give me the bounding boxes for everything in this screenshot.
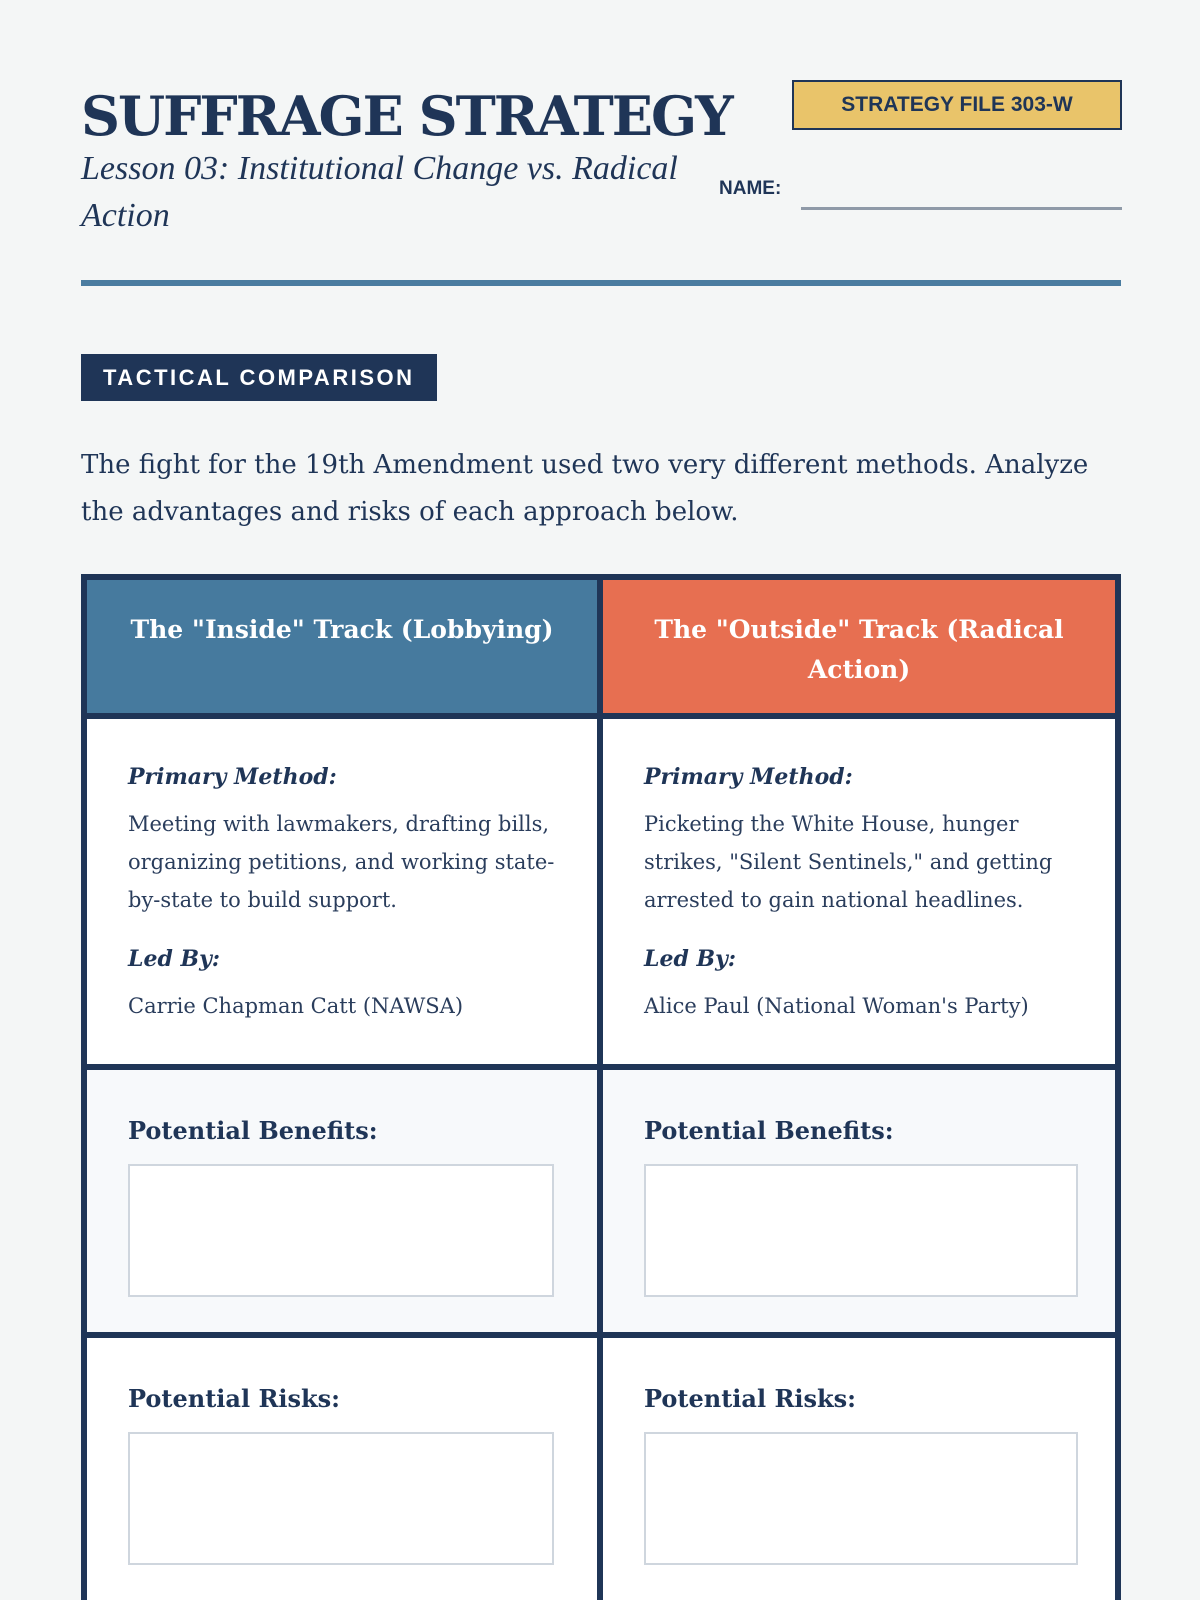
column-heading: The "Inside" Track (Lobbying) bbox=[130, 615, 554, 644]
worksheet-header bbox=[81, 0, 1121, 290]
name-label: NAME: bbox=[719, 178, 782, 199]
outside-risks-cell bbox=[603, 1338, 1115, 1600]
method-text: Meeting with lawmakers, drafting bills, organizing petitions, and working state-by-state to build support. bbox=[128, 812, 555, 912]
page-title: SUFFRAGE STRATEGY bbox=[81, 84, 732, 148]
method-label: Primary Method: bbox=[644, 764, 853, 790]
header-divider bbox=[81, 280, 1121, 286]
method-label: Primary Method: bbox=[128, 764, 337, 790]
inside-track-column bbox=[87, 580, 597, 1600]
led-by-text: Carrie Chapman Catt (NAWSA) bbox=[128, 994, 464, 1018]
method-text: Picketing the White House, hunger strikes, "Silent Sentinels," and getting arrested to gain national headlines. bbox=[644, 812, 1053, 912]
inside-benefits-answer-box[interactable] bbox=[128, 1164, 554, 1297]
strategy-file-badge: STRATEGY FILE 303-W bbox=[792, 80, 1122, 130]
outside-benefits-cell bbox=[603, 1070, 1115, 1332]
risks-label: Potential Risks: bbox=[644, 1384, 857, 1413]
inside-risks-answer-box[interactable] bbox=[128, 1432, 554, 1565]
outside-track-info-cell bbox=[603, 719, 1115, 1064]
outside-benefits-answer-box[interactable] bbox=[644, 1164, 1078, 1297]
outside-track-header bbox=[603, 580, 1115, 713]
name-field[interactable] bbox=[801, 207, 1122, 210]
outside-track-column bbox=[603, 580, 1115, 1600]
outside-risks-answer-box[interactable] bbox=[644, 1432, 1078, 1565]
inside-track-info-cell bbox=[87, 719, 597, 1064]
section-tag: TACTICAL COMPARISON bbox=[81, 354, 437, 401]
intro-text: The fight for the 19th Amendment used two very different methods. Analyze the advantages and risks of each approach below. bbox=[81, 450, 1089, 527]
comparison-table bbox=[81, 574, 1121, 1600]
led-by-label: Led By: bbox=[644, 946, 737, 972]
inside-benefits-cell bbox=[87, 1070, 597, 1332]
lesson-subtitle: Lesson 03: Institutional Change vs. Radical Action bbox=[81, 150, 678, 234]
risks-label: Potential Risks: bbox=[128, 1384, 341, 1413]
benefits-label: Potential Benefits: bbox=[128, 1116, 378, 1145]
led-by-label: Led By: bbox=[128, 946, 221, 972]
inside-track-header bbox=[87, 580, 597, 713]
led-by-text: Alice Paul (National Woman's Party) bbox=[644, 994, 1029, 1018]
benefits-label: Potential Benefits: bbox=[644, 1116, 894, 1145]
column-heading: The "Outside" Track (Radical Action) bbox=[654, 615, 1064, 684]
inside-risks-cell bbox=[87, 1338, 597, 1600]
